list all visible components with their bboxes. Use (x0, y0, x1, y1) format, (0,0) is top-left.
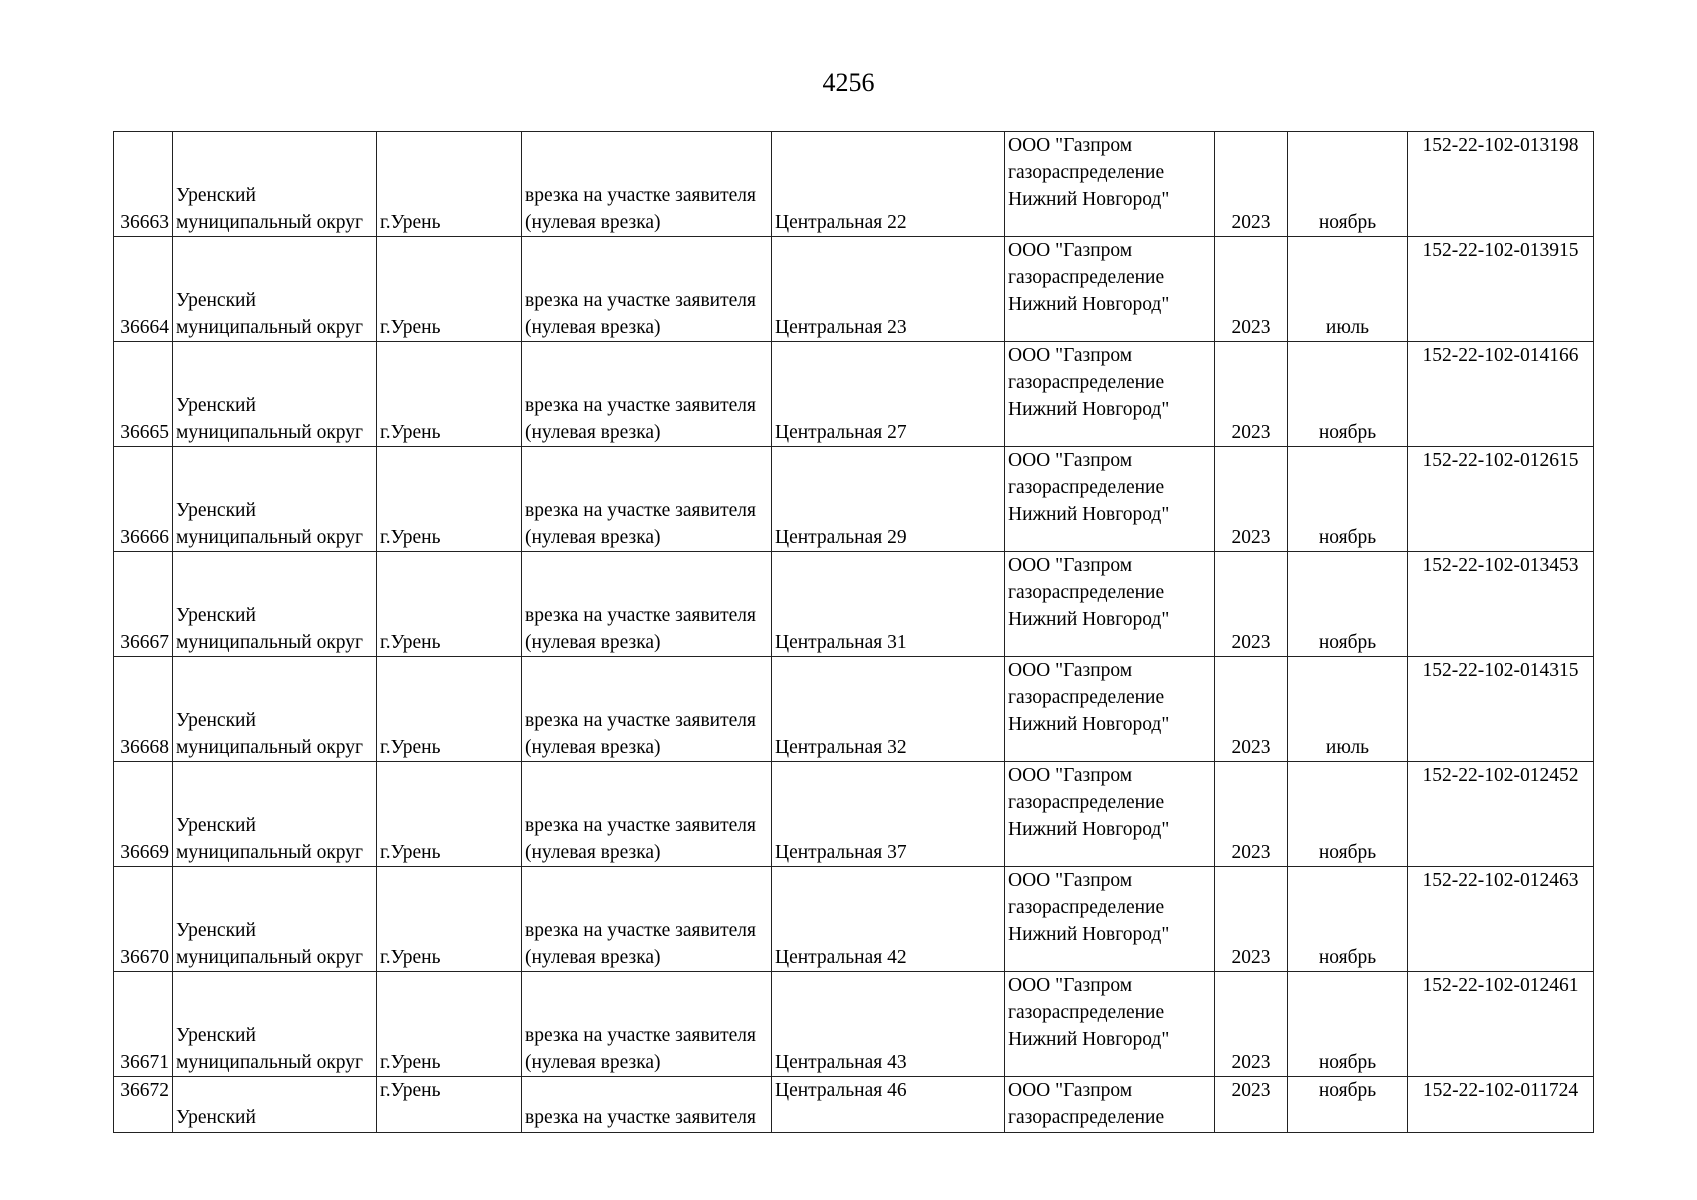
cell-month: ноябрь (1288, 867, 1408, 972)
cell-connection-line: врезка на участке заявителя (525, 1107, 756, 1128)
cell-settlement: г.Урень (377, 762, 522, 867)
cell-street: Центральная 43 (772, 972, 1005, 1077)
cell-connection-line: врезка на участке заявителя (525, 710, 756, 731)
cell-month: ноябрь (1288, 552, 1408, 657)
cell-municipality-line: Уренский (176, 1025, 256, 1046)
cell-organization-line: ООО "Газпром (1008, 555, 1133, 576)
cell-organization-line: Нижний Новгород" (1008, 609, 1170, 630)
cell-month: июль (1288, 657, 1408, 762)
cell-municipality (173, 552, 377, 657)
cell-organization-line: Нижний Новгород" (1008, 504, 1170, 525)
cell-connection-line: врезка на участке заявителя (525, 920, 756, 941)
cell-municipality-line: Уренский (176, 395, 256, 416)
cell-connection-type (522, 132, 772, 237)
cell-code: 152-22-102-012461 (1408, 972, 1594, 1077)
cell-connection-line: (нулевая врезка) (525, 422, 661, 443)
cell-street: Центральная 42 (772, 867, 1005, 972)
cell-connection-line: врезка на участке заявителя (525, 815, 756, 836)
table-row (114, 762, 1594, 867)
cell-organization-line: Нижний Новгород" (1008, 819, 1170, 840)
cell-organization-line: ООО "Газпром (1008, 135, 1133, 156)
cell-organization-line: газораспределение (1008, 267, 1165, 288)
cell-number: 36670 (114, 867, 173, 972)
cell-organization-line: Нижний Новгород" (1008, 714, 1170, 735)
cell-organization-line: газораспределение (1008, 687, 1165, 708)
cell-connection-type (522, 867, 772, 972)
cell-connection-type (522, 1077, 772, 1133)
cell-number: 36667 (114, 552, 173, 657)
cell-street: Центральная 22 (772, 132, 1005, 237)
cell-municipality (173, 867, 377, 972)
cell-connection-line: (нулевая врезка) (525, 317, 661, 338)
cell-municipality-line: муниципальный округ (176, 1052, 364, 1073)
cell-organization (1005, 132, 1215, 237)
cell-organization-line: ООО "Газпром (1008, 660, 1133, 681)
cell-organization-line: газораспределение (1008, 1002, 1165, 1023)
cell-settlement: г.Урень (377, 552, 522, 657)
cell-code: 152-22-102-014166 (1408, 342, 1594, 447)
cell-municipality-line: муниципальный округ (176, 422, 364, 443)
cell-organization (1005, 447, 1215, 552)
cell-connection-type (522, 447, 772, 552)
cell-settlement: г.Урень (377, 972, 522, 1077)
cell-municipality-line: Уренский (176, 500, 256, 521)
cell-organization (1005, 552, 1215, 657)
cell-organization-line: Нижний Новгород" (1008, 924, 1170, 945)
cell-connection-line: (нулевая врезка) (525, 1052, 661, 1073)
cell-number: 36672 (114, 1077, 173, 1133)
cell-year: 2023 (1215, 552, 1288, 657)
cell-code: 152-22-102-012615 (1408, 447, 1594, 552)
cell-month: ноябрь (1288, 132, 1408, 237)
cell-municipality-line: муниципальный округ (176, 317, 364, 338)
table-row (114, 552, 1594, 657)
cell-organization (1005, 342, 1215, 447)
cell-street: Центральная 29 (772, 447, 1005, 552)
cell-year: 2023 (1215, 1077, 1288, 1133)
cell-connection-type (522, 237, 772, 342)
cell-code: 152-22-102-013453 (1408, 552, 1594, 657)
cell-year: 2023 (1215, 762, 1288, 867)
cell-year: 2023 (1215, 867, 1288, 972)
cell-municipality-line: муниципальный округ (176, 632, 364, 653)
cell-connection-line: (нулевая врезка) (525, 842, 661, 863)
cell-organization-line: газораспределение (1008, 372, 1165, 393)
cell-number: 36664 (114, 237, 173, 342)
cell-organization-line: Нижний Новгород" (1008, 399, 1170, 420)
cell-connection-line: врезка на участке заявителя (525, 185, 756, 206)
cell-organization-line: Нижний Новгород" (1008, 189, 1170, 210)
cell-settlement: г.Урень (377, 657, 522, 762)
cell-connection-type (522, 762, 772, 867)
cell-code: 152-22-102-012463 (1408, 867, 1594, 972)
cell-month: ноябрь (1288, 447, 1408, 552)
cell-settlement: г.Урень (377, 132, 522, 237)
cell-settlement: г.Урень (377, 342, 522, 447)
cell-settlement: г.Урень (377, 237, 522, 342)
cell-municipality (173, 1077, 377, 1133)
cell-month: ноябрь (1288, 1077, 1408, 1133)
cell-organization-line: газораспределение (1008, 477, 1165, 498)
table-row (114, 132, 1594, 237)
cell-code: 152-22-102-014315 (1408, 657, 1594, 762)
cell-street: Центральная 32 (772, 657, 1005, 762)
table-row (114, 447, 1594, 552)
cell-month: июль (1288, 237, 1408, 342)
cell-organization-line: ООО "Газпром (1008, 765, 1133, 786)
cell-organization-line: Нижний Новгород" (1008, 294, 1170, 315)
cell-year: 2023 (1215, 342, 1288, 447)
cell-connection-line: врезка на участке заявителя (525, 1025, 756, 1046)
cell-municipality (173, 447, 377, 552)
cell-street: Центральная 46 (772, 1077, 1005, 1133)
cell-street: Центральная 31 (772, 552, 1005, 657)
cell-municipality (173, 342, 377, 447)
cell-number: 36666 (114, 447, 173, 552)
cell-organization-line: ООО "Газпром (1008, 975, 1133, 996)
cell-connection-line: врезка на участке заявителя (525, 605, 756, 626)
cell-number: 36663 (114, 132, 173, 237)
cell-settlement: г.Урень (377, 867, 522, 972)
cell-municipality-line: муниципальный округ (176, 527, 364, 548)
cell-organization-line: ООО "Газпром (1008, 870, 1133, 891)
table-row (114, 867, 1594, 972)
cell-municipality-line: Уренский (176, 1107, 256, 1128)
cell-connection-type (522, 342, 772, 447)
cell-organization (1005, 762, 1215, 867)
cell-connection-line: (нулевая врезка) (525, 947, 661, 968)
cell-year: 2023 (1215, 972, 1288, 1077)
cell-organization (1005, 1077, 1215, 1133)
cell-municipality-line: муниципальный округ (176, 842, 364, 863)
cell-municipality (173, 132, 377, 237)
cell-connection-line: врезка на участке заявителя (525, 290, 756, 311)
cell-code: 152-22-102-012452 (1408, 762, 1594, 867)
cell-year: 2023 (1215, 447, 1288, 552)
cell-year: 2023 (1215, 237, 1288, 342)
cell-street: Центральная 37 (772, 762, 1005, 867)
cell-organization-line: газораспределение (1008, 897, 1165, 918)
cell-organization-line: ООО "Газпром (1008, 240, 1133, 261)
cell-organization-line: ООО "Газпром (1008, 450, 1133, 471)
cell-code: 152-22-102-011724 (1408, 1077, 1594, 1133)
cell-month: ноябрь (1288, 762, 1408, 867)
cell-municipality-line: муниципальный округ (176, 212, 364, 233)
cell-street: Центральная 23 (772, 237, 1005, 342)
cell-organization-line: ООО "Газпром (1008, 345, 1133, 366)
cell-organization-line: Нижний Новгород" (1008, 1029, 1170, 1050)
cell-organization (1005, 972, 1215, 1077)
cell-municipality-line: Уренский (176, 290, 256, 311)
cell-municipality (173, 972, 377, 1077)
cell-connection-line: врезка на участке заявителя (525, 500, 756, 521)
cell-organization-line: газораспределение (1008, 162, 1165, 183)
cell-organization (1005, 237, 1215, 342)
cell-code: 152-22-102-013198 (1408, 132, 1594, 237)
cell-connection-line: (нулевая врезка) (525, 632, 661, 653)
table-row (114, 237, 1594, 342)
cell-organization-line: газораспределение (1008, 792, 1165, 813)
cell-municipality-line: муниципальный округ (176, 737, 364, 758)
cell-organization-line: ООО "Газпром (1008, 1080, 1133, 1101)
cell-settlement: г.Урень (377, 1077, 522, 1133)
cell-connection-line: (нулевая врезка) (525, 527, 661, 548)
cell-month: ноябрь (1288, 972, 1408, 1077)
cell-municipality-line: Уренский (176, 185, 256, 206)
cell-number: 36671 (114, 972, 173, 1077)
cell-connection-type (522, 657, 772, 762)
cell-year: 2023 (1215, 657, 1288, 762)
table-row (114, 342, 1594, 447)
page-number: 4256 (822, 68, 875, 97)
cell-municipality-line: Уренский (176, 605, 256, 626)
cell-number: 36668 (114, 657, 173, 762)
table-row (114, 1077, 1594, 1133)
cell-municipality-line: муниципальный округ (176, 947, 364, 968)
cell-municipality-line: Уренский (176, 920, 256, 941)
cell-year: 2023 (1215, 132, 1288, 237)
table-body (114, 132, 1594, 1133)
cell-settlement: г.Урень (377, 447, 522, 552)
cell-municipality-line: Уренский (176, 710, 256, 731)
cell-municipality (173, 762, 377, 867)
cell-municipality (173, 237, 377, 342)
cell-organization (1005, 867, 1215, 972)
cell-connection-type (522, 552, 772, 657)
cell-organization-line: газораспределение (1008, 1107, 1165, 1128)
cell-connection-line: врезка на участке заявителя (525, 395, 756, 416)
table-row (114, 972, 1594, 1077)
cell-connection-type (522, 972, 772, 1077)
cell-municipality-line: Уренский (176, 815, 256, 836)
cell-month: ноябрь (1288, 342, 1408, 447)
cell-organization-line: газораспределение (1008, 582, 1165, 603)
cell-street: Центральная 27 (772, 342, 1005, 447)
table-row (114, 657, 1594, 762)
cell-organization (1005, 657, 1215, 762)
cell-connection-line: (нулевая врезка) (525, 212, 661, 233)
cell-number: 36665 (114, 342, 173, 447)
cell-municipality (173, 657, 377, 762)
cell-number: 36669 (114, 762, 173, 867)
registry-table (113, 131, 1594, 1133)
cell-connection-line: (нулевая врезка) (525, 737, 661, 758)
cell-code: 152-22-102-013915 (1408, 237, 1594, 342)
